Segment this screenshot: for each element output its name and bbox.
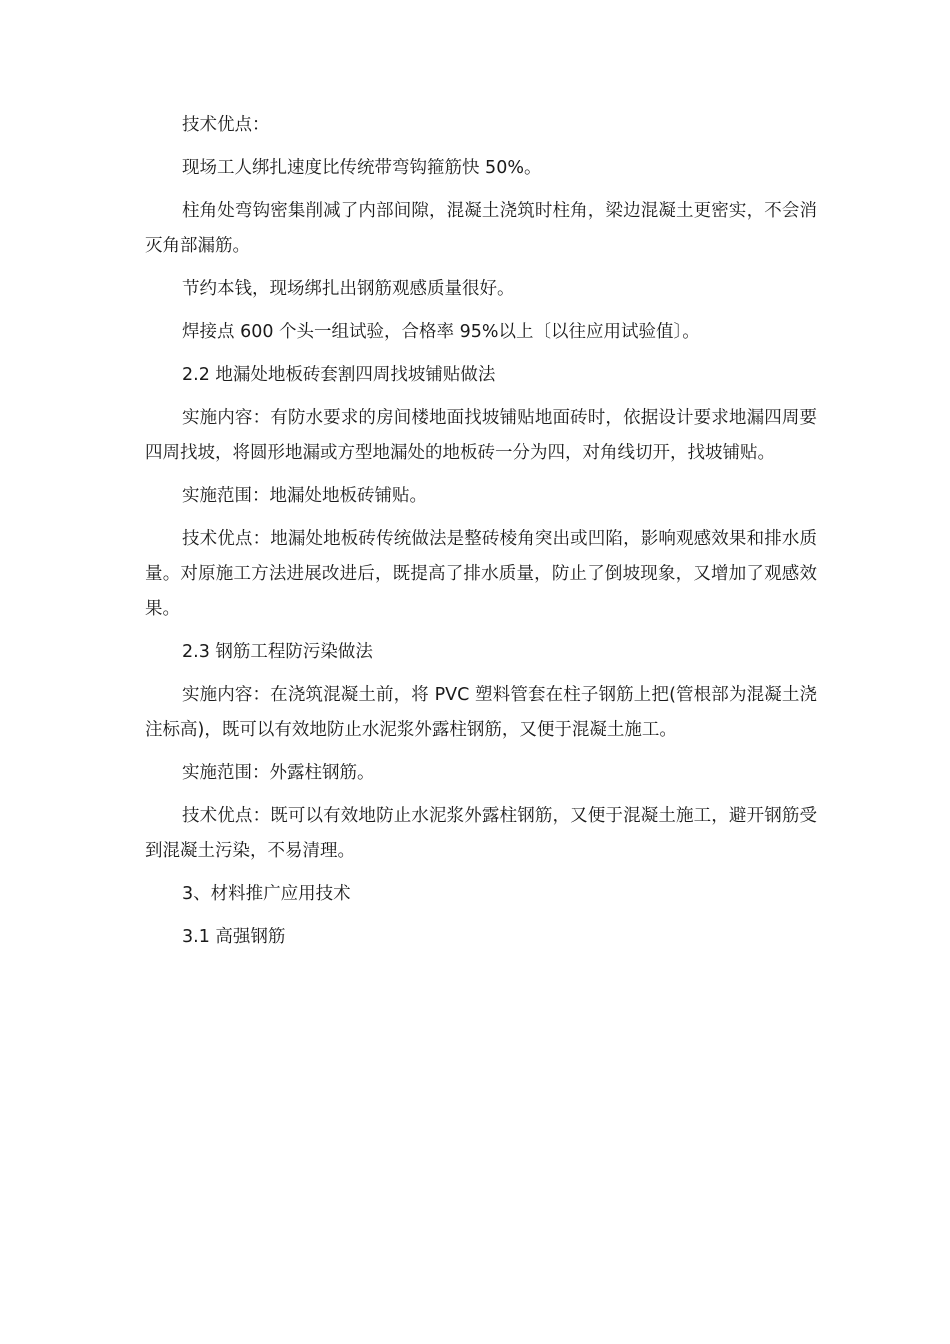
paragraph-weld-test: 焊接点 600 个头一组试验，合格率 95%以上〔以往应用试验值〕。 — [182, 322, 700, 342]
section-heading-3-1: 3.1 高强钢筋 — [182, 927, 286, 947]
paragraph-2-3-scope: 实施范围：外露柱钢筋。 — [182, 763, 375, 783]
paragraph-2-2-content: 实施内容：有防水要求的房间楼地面找坡铺贴地面砖时，依据设计要求地漏四周要四周找坡，将圆形地漏或方型地漏处的地板砖一分为四，对角线切开，找坡铺贴。 — [145, 408, 817, 463]
paragraph-column-corner: 柱角处弯钩密集削减了内部间隙，混凝土浇筑时柱角，梁边混凝土更密实，不会消灭角部漏筋。 — [145, 201, 817, 256]
section-heading-3: 3、材料推广应用技术 — [182, 884, 351, 904]
paragraph-binding-speed: 现场工人绑扎速度比传统带弯钩箍筋快 50%。 — [182, 158, 542, 178]
paragraph-2-3-content: 实施内容：在浇筑混凝土前，将 PVC 塑料管套在柱子钢筋上把(管根部为混凝土浇注标高)，既可以有效地防止水泥浆外露柱钢筋，又便于混凝土施工。 — [145, 685, 817, 740]
document-body — [145, 108, 817, 963]
section-heading-2-2: 2.2 地漏处地板砖套割四周找坡铺贴做法 — [182, 365, 496, 385]
section-heading-2-3: 2.3 钢筋工程防污染做法 — [182, 642, 373, 662]
paragraph-cost-saving: 节约本钱，现场绑扎出钢筋观感质量很好。 — [182, 279, 515, 299]
paragraph-2-2-scope: 实施范围：地漏处地板砖铺贴。 — [182, 486, 427, 506]
paragraph-2-3-advantage: 技术优点：既可以有效地防止水泥浆外露柱钢筋，又便于混凝土施工，避开钢筋受到混凝土污染，不易清理。 — [145, 806, 817, 861]
paragraph-2-2-advantage: 技术优点：地漏处地板砖传统做法是整砖棱角突出或凹陷，影响观感效果和排水质量。对原施工方法进展改进后，既提高了排水质量，防止了倒坡现象，又增加了观感效果。 — [145, 529, 817, 619]
paragraph-tech-advantage-heading: 技术优点： — [182, 115, 270, 135]
